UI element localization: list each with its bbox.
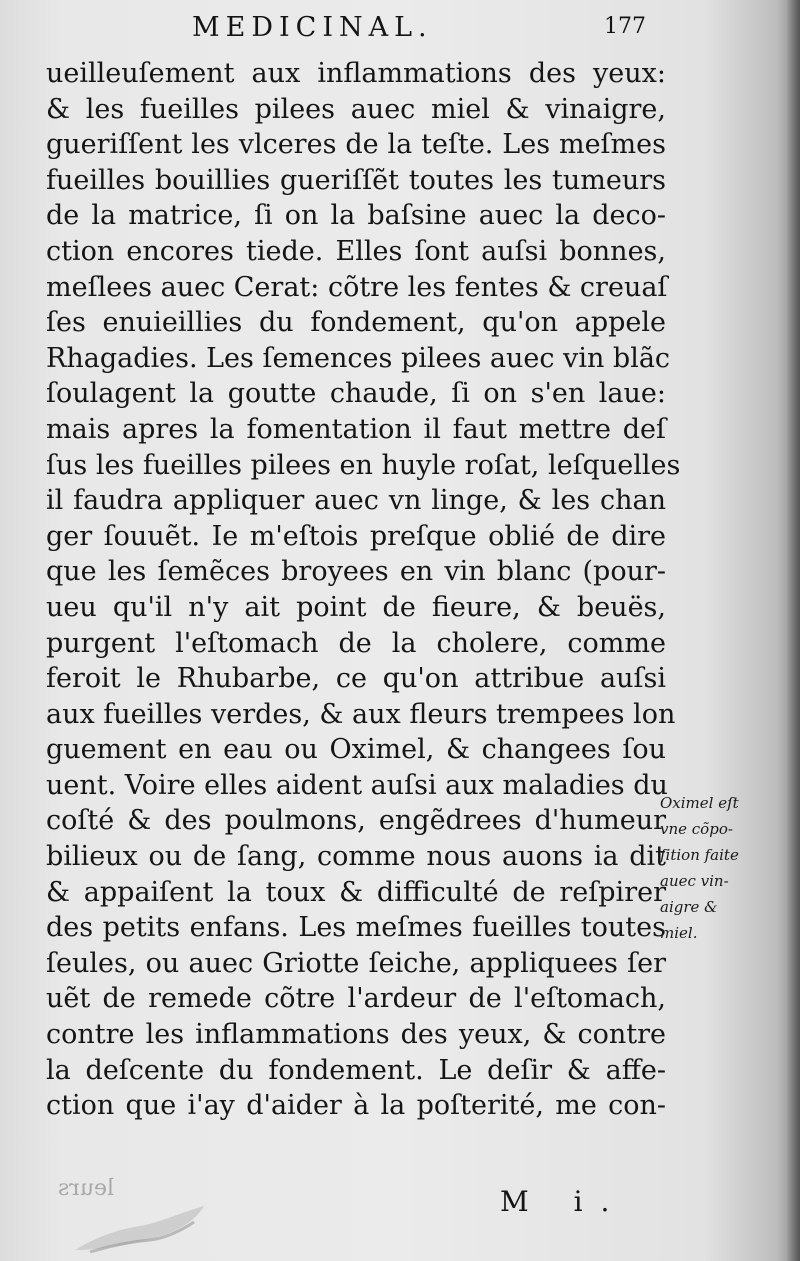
text-line: aux fueilles verdes, & aux fleurs trempees lon (46, 698, 676, 730)
marginal-note (660, 790, 790, 946)
ink-stain (70, 1200, 210, 1255)
text-line: coſté & des poulmons, engẽdrees d'humeur (46, 805, 666, 837)
margin-note-line: miel. (660, 924, 698, 942)
text-line: que les ſemẽces broyees en vin blanc (pour- (46, 556, 666, 588)
text-line: ſes enuieillies du fondement, qu'on appele (46, 307, 666, 339)
main-text-block (46, 56, 681, 1124)
margin-note-line: vne cõpo- (660, 820, 733, 838)
text-line: contre les inflammations des yeux, & contre (46, 1019, 666, 1051)
text-line: guement en eau ou Oximel, & changees ſou (46, 734, 666, 766)
text-line: ſus les fueilles pilees en huyle roſat, leſquelles (46, 449, 681, 481)
page-header (0, 12, 800, 48)
margin-note-line: ſition faite (660, 846, 739, 864)
text-line: uent. Voire elles aident auſsi aux maladies du (46, 769, 668, 801)
page-gutter-shadow (786, 0, 800, 1261)
margin-note-line: aigre & (660, 898, 718, 916)
text-line: ction que i'ay d'aider à la poſterité, me con- (46, 1090, 666, 1122)
page-number: 177 (604, 14, 646, 39)
text-line: bilieux ou de ſang, comme nous auons ia dit (46, 841, 666, 873)
text-line: meſlees auec Cerat: cõtre les fentes & creuaſ (46, 271, 668, 303)
text-line: purgent l'eſtomach de la cholere, comme (46, 627, 666, 659)
text-line: des petits enfans. Les meſmes fueilles toutes (46, 912, 666, 944)
text-line: ueilleuſement aux inflammations des yeux: (46, 58, 666, 89)
text-line: fueilles bouillies gueriſſẽt toutes les tumeurs (46, 164, 666, 196)
text-line: la deſcente du fondement. Le deſir & affe- (46, 1054, 666, 1086)
text-line: ction encores tiede. Elles ſont auſsi bonnes, (46, 235, 666, 267)
text-line: uẽt de remede cõtre l'ardeur de l'eſtomach, (46, 983, 666, 1015)
running-title: MEDICINAL. (192, 12, 433, 43)
text-line: Rhagadies. Les ſemences pilees auec vin blãc (46, 342, 671, 374)
text-line: de la matrice, ſi on la baſsine auec la deco- (46, 200, 666, 232)
text-line: feroit le Rhubarbe, ce qu'on attribue auſsi (46, 663, 666, 695)
text-line: ueu qu'il n'y ait point de fieure, & beuës, (46, 591, 666, 623)
text-line: mais apres la fomentation il faut mettre deſ (46, 413, 666, 445)
text-line: il faudra appliquer auec vn linge, & les chan (46, 485, 666, 517)
text-line: ſeules, ou auec Griotte ſeiche, appliquees ſer (46, 947, 666, 979)
bleed-through-text: leurs (58, 1176, 115, 1201)
margin-note-line: Oximel eſt (660, 794, 739, 812)
margin-note-line: auec vin- (660, 872, 729, 890)
text-line: ſoulagent la goutte chaude, ſi on s'en laue: (46, 378, 666, 410)
text-line: gueriſſent les vlceres de la teſte. Les meſmes (46, 129, 666, 161)
text-line: ger ſouuẽt. Ie m'eſtois preſque oblié de dire (46, 520, 666, 552)
text-line: & les fueilles pilees auec miel & vinaigre, (46, 93, 666, 125)
text-line: & appaiſent la toux & difficulté de reſpirer (46, 876, 666, 908)
signature-mark: M i. (500, 1185, 628, 1218)
